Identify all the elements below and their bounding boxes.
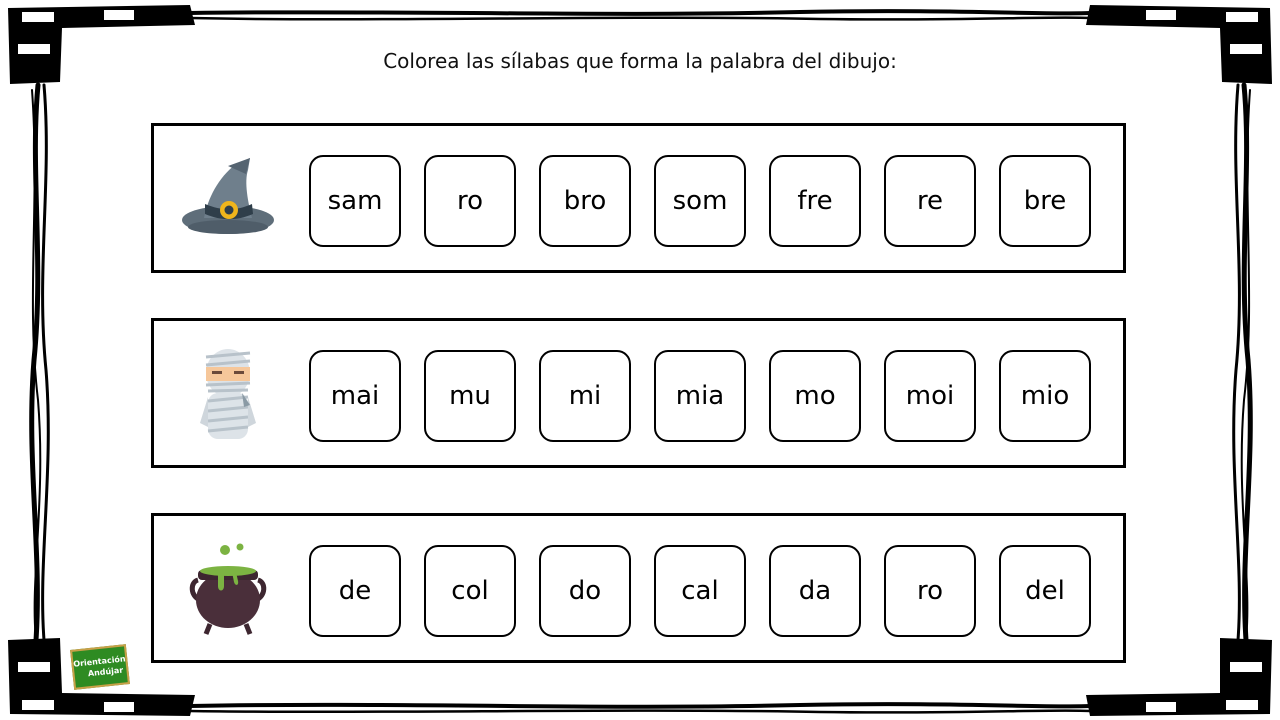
syllable-box[interactable]: mi: [539, 350, 631, 442]
syllable-box[interactable]: ro: [884, 545, 976, 637]
syllable-box[interactable]: mo: [769, 350, 861, 442]
instruction-title: Colorea las sílabas que forma la palabra del dibujo:: [383, 49, 897, 73]
syllable-box[interactable]: mia: [654, 350, 746, 442]
syllable-box[interactable]: cal: [654, 545, 746, 637]
orientacion-andujar-logo: [70, 644, 130, 690]
word-row-2: [151, 318, 1126, 468]
syllable-box[interactable]: som: [654, 155, 746, 247]
syllable-box[interactable]: moi: [884, 350, 976, 442]
syllable-box[interactable]: bro: [539, 155, 631, 247]
logo-line1: Orientación: [72, 654, 127, 669]
cauldron-icon: [178, 538, 278, 638]
syllable-box[interactable]: mio: [999, 350, 1091, 442]
word-row-1: [151, 123, 1126, 273]
syllable-box[interactable]: mu: [424, 350, 516, 442]
syllable-box[interactable]: ro: [424, 155, 516, 247]
syllable-box[interactable]: bre: [999, 155, 1091, 247]
syllable-box[interactable]: sam: [309, 155, 401, 247]
witch-hat-icon: [178, 148, 278, 248]
syllable-box[interactable]: fre: [769, 155, 861, 247]
mummy-icon: [178, 343, 278, 443]
syllable-box[interactable]: do: [539, 545, 631, 637]
word-row-3: [151, 513, 1126, 663]
syllable-box[interactable]: re: [884, 155, 976, 247]
syllable-box[interactable]: col: [424, 545, 516, 637]
syllable-box[interactable]: da: [769, 545, 861, 637]
syllable-box[interactable]: del: [999, 545, 1091, 637]
logo-line2: Andújar: [87, 665, 124, 679]
syllable-box[interactable]: de: [309, 545, 401, 637]
syllable-box[interactable]: mai: [309, 350, 401, 442]
